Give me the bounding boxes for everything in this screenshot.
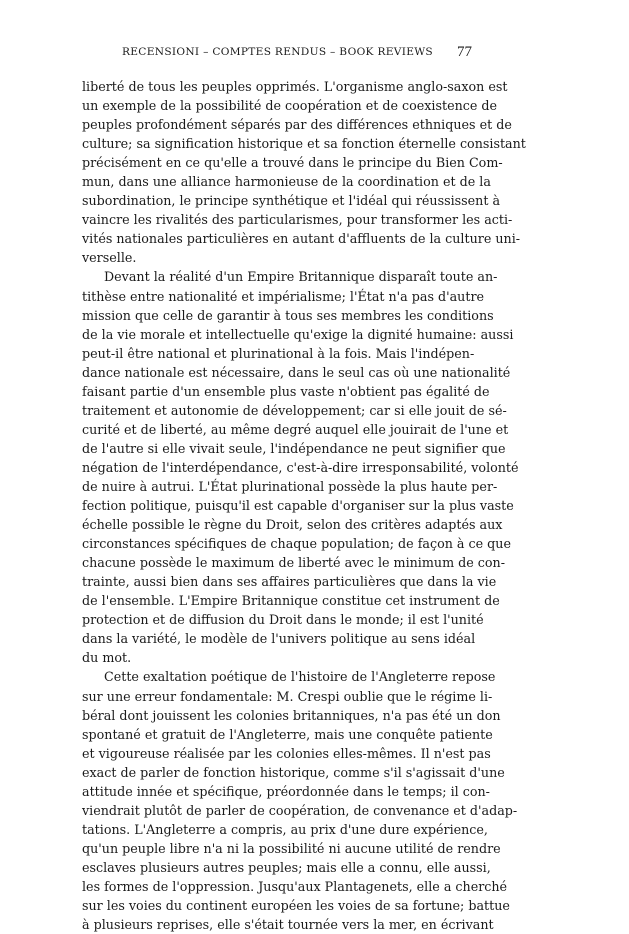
text-line: de nuire à autrui. L'État plurinational possède la plus haute per-	[82, 478, 498, 494]
text-line: curité et de liberté, au même degré auquel elle jouirait de l'une et	[82, 421, 509, 437]
text-line: circonstances spécifiques de chaque population; de façon à ce que	[82, 536, 511, 552]
text-line: traitement et autonomie de développement; car si elle jouit de sé-	[82, 402, 507, 418]
body-text	[82, 77, 526, 934]
paragraph-1	[82, 77, 526, 267]
page-number: 77	[457, 44, 472, 60]
paragraph-3	[82, 667, 518, 934]
text-line: culture; sa signification historique et sa fonction éternelle consistant	[82, 136, 526, 152]
text-line: à plusieurs reprises, elle s'était tournée vers la mer, en écrivant	[82, 917, 494, 933]
text-line: esclaves plusieurs autres peuples; mais elle a connu, elle aussi,	[82, 859, 491, 875]
running-title: RECENSIONI – COMPTES RENDUS – BOOK REVIEWS	[122, 46, 433, 58]
text-line: sur une erreur fondamentale: M. Crespi oublie que le régime li-	[82, 688, 493, 704]
text-line: mission que celle de garantir à tous ses membres les conditions	[82, 307, 494, 323]
text-line: qu'un peuple libre n'a ni la possibilité ni aucune utilité de rendre	[82, 840, 501, 856]
text-line: peut-il être national et plurinational à la fois. Mais l'indépen-	[82, 345, 475, 361]
text-line: exact de parler de fonction historique, comme s'il s'agissait d'une	[82, 764, 505, 780]
text-line: peuples profondément séparés par des différences ethniques et de	[82, 117, 512, 133]
text-line: spontané et gratuit de l'Angleterre, mais une conquête patiente	[82, 726, 493, 742]
text-line: subordination, le principe synthétique et l'idéal qui réussissent à	[82, 193, 501, 209]
text-line: vaincre les rivalités des particularismes, pour transformer les acti-	[82, 212, 513, 228]
text-line: et vigoureuse réalisée par les colonies elles-mêmes. Il n'est pas	[82, 745, 491, 761]
text-line: mun, dans une alliance harmonieuse de la coordination et de la	[82, 174, 491, 190]
text-line: protection et de diffusion du Droit dans le monde; il est l'unité	[82, 612, 484, 628]
text-line: liberté de tous les peuples opprimés. L'organisme anglo-saxon est	[82, 79, 508, 94]
text-line: de l'autre si elle vivait seule, l'indépendance ne peut signifier que	[82, 440, 506, 456]
text-line: fection politique, puisqu'il est capable d'organiser sur la plus vaste	[82, 498, 514, 514]
text-line: de la vie morale et intellectuelle qu'exige la dignité humaine: aussi	[82, 326, 514, 342]
text-line: verselle.	[82, 250, 137, 266]
text-line: sur les voies du continent européen les voies de sa fortune; battue	[82, 898, 510, 914]
text-line: chacune possède le maximum de liberté avec le minimum de con-	[82, 555, 505, 571]
text-line: les formes de l'oppression. Jusqu'aux Plantagenets, elle a cherché	[82, 878, 508, 894]
text-line: négation de l'interdépendance, c'est-à-dire irresponsabilité, volonté	[82, 459, 519, 475]
text-line: tithèse entre nationalité et impérialisme; l'État n'a pas d'autre	[82, 288, 485, 304]
text-line: un exemple de la possibilité de coopération et de coexistence de	[82, 98, 498, 114]
text-line: échelle possible le règne du Droit, selon des critères adaptés aux	[82, 517, 503, 533]
text-line: faisant partie d'un ensemble plus vaste n'obtient pas égalité de	[82, 383, 490, 399]
text-line: viendrait plutôt de parler de coopération, de convenance et d'adap-	[82, 802, 518, 818]
paragraph-2	[82, 267, 519, 667]
text-line: Devant la réalité d'un Empire Britannique disparaît toute an-	[104, 269, 498, 285]
text-line: attitude innée et spécifique, préordonnée dans le temps; il con-	[82, 783, 490, 799]
text-line: béral dont jouissent les colonies britanniques, n'a pas été un don	[82, 707, 501, 723]
text-line: de l'ensemble. L'Empire Britannique constitue cet instrument de	[82, 593, 500, 609]
text-line: du mot.	[82, 650, 132, 666]
text-line: Cette exaltation poétique de l'histoire de l'Angleterre repose	[104, 669, 496, 685]
text-line: trainte, aussi bien dans ses affaires particulières que dans la vie	[82, 574, 497, 590]
text-line: tations. L'Angleterre a compris, au prix d'une dure expérience,	[82, 821, 488, 837]
text-line: dans la variété, le modèle de l'univers politique au sens idéal	[82, 631, 476, 647]
running-header	[82, 44, 472, 64]
text-line: vités nationales particulières en autant d'affluents de la culture uni-	[82, 231, 521, 247]
text-line: dance nationale est nécessaire, dans le seul cas où une nationalité	[82, 364, 511, 380]
text-line: précisément en ce qu'elle a trouvé dans le principe du Bien Com-	[82, 155, 503, 171]
